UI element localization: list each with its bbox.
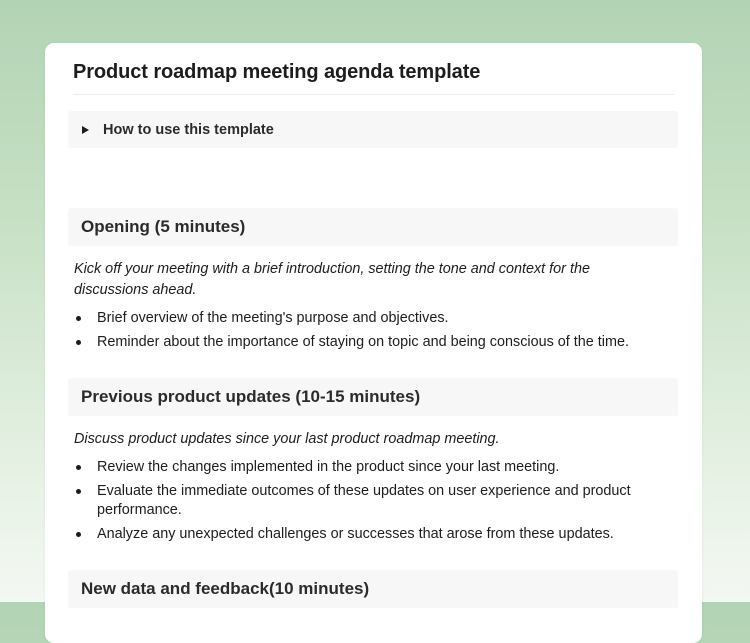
bullet-icon [76, 465, 81, 470]
toggle-label: How to use this template [103, 121, 274, 138]
section-intro: Discuss product updates since your last product roadmap meeting. [74, 431, 500, 447]
bullet-list [74, 309, 664, 357]
document-card [45, 43, 702, 643]
section-heading-new-data [68, 570, 678, 608]
bullet-icon [76, 489, 81, 494]
section-heading-opening [68, 208, 678, 246]
list-item [74, 309, 664, 328]
how-to-use-toggle[interactable] [68, 111, 678, 148]
list-item [74, 458, 664, 477]
list-item-text: Reminder about the importance of staying on topic and being conscious of the time. [97, 334, 629, 350]
list-item [74, 482, 664, 520]
section-heading-text: Opening (5 minutes) [81, 217, 246, 236]
bullet-icon [76, 316, 81, 321]
list-item-text: Analyze any unexpected challenges or successes that arose from these updates. [97, 526, 614, 542]
list-item [74, 525, 664, 544]
page-title: Product roadmap meeting agenda template [73, 61, 481, 83]
bullet-icon [76, 340, 81, 345]
section-heading-previous-updates [68, 378, 678, 416]
section-intro: Kick off your meeting with a brief introduction, setting the tone and context for the discussions ahead. [74, 261, 590, 298]
list-item-text: Review the changes implemented in the product since your last meeting. [97, 459, 560, 475]
bullet-list [74, 458, 664, 549]
section-heading-text: Previous product updates (10-15 minutes) [81, 387, 421, 406]
list-item [74, 333, 664, 352]
triangle-right-icon [82, 126, 89, 134]
list-item-text: Evaluate the immediate outcomes of these updates on user experience and product performance. [97, 483, 631, 518]
section-heading-text: New data and feedback(10 minutes) [81, 579, 370, 598]
title-divider [73, 94, 674, 95]
bullet-icon [76, 532, 81, 537]
list-item-text: Brief overview of the meeting's purpose and objectives. [97, 310, 449, 326]
